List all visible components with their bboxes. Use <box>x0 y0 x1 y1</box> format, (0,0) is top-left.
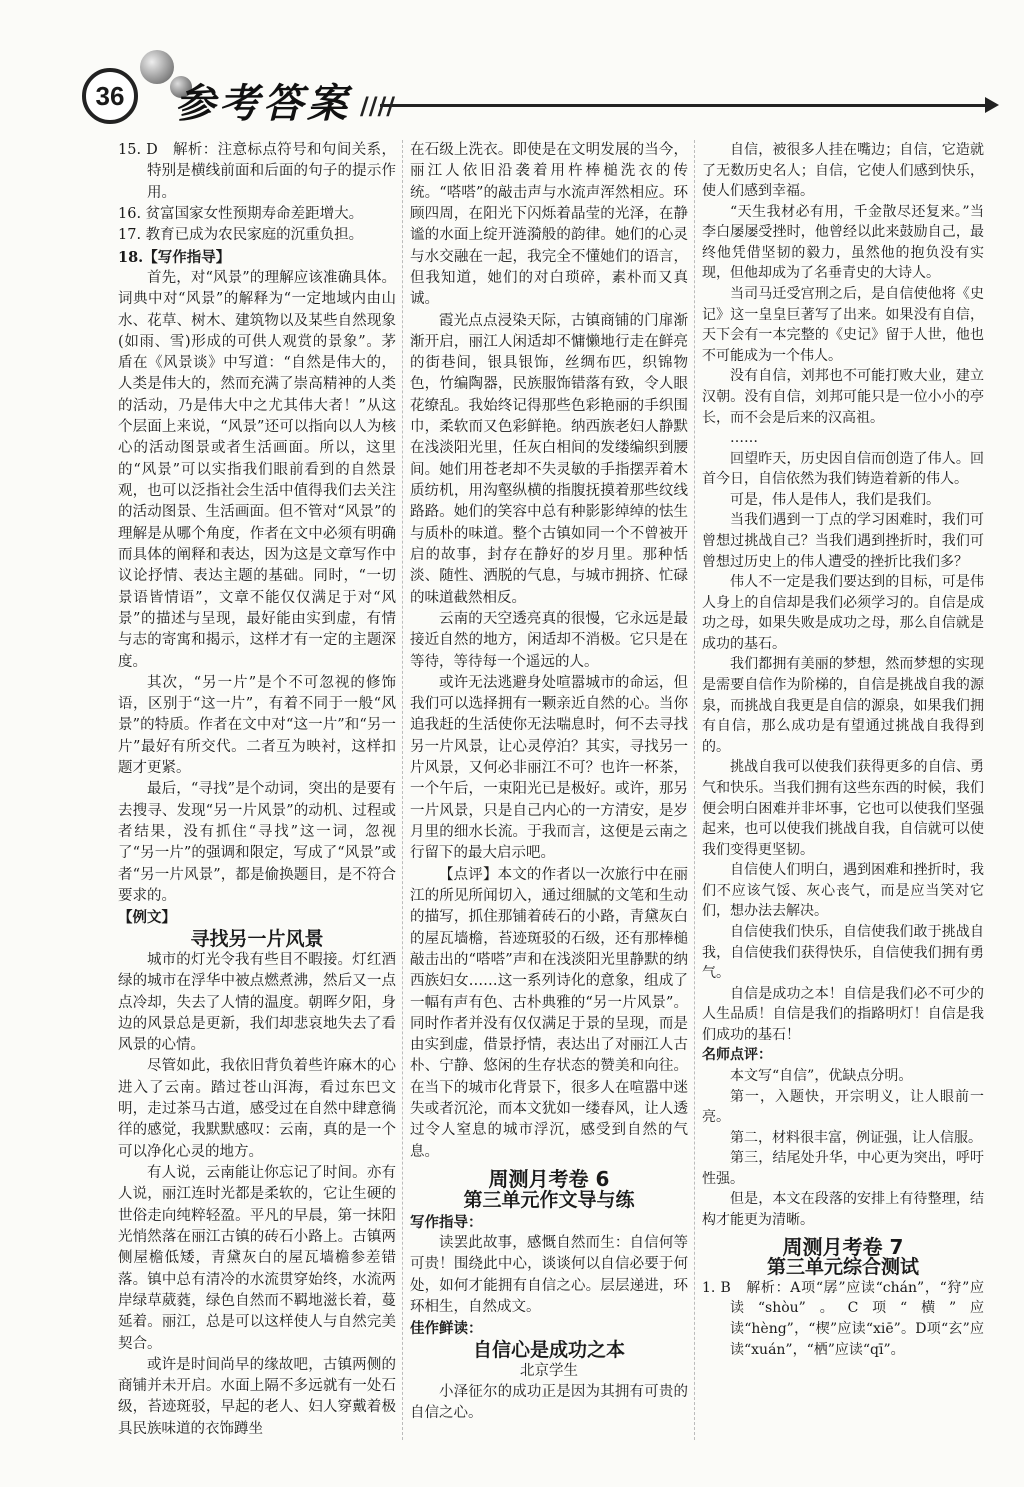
guide-text: 读罢此故事，感慨自然而生：自信何等可贵！围绕此中心，谈谈何以自信必要于何处，如何才能拥有自信之心。层层递进，环环相生，自然成文。 <box>410 1234 688 1315</box>
essay-paragraph: 可是，伟人是伟人，我们是我们。 <box>730 491 940 508</box>
essay-paragraph: 伟人不一定是我们要达到的目标，可是伟人身上的自信却是我们必须学习的。自信是成功之母，如果失败是成功之母，那么自信就是成功的基石。 <box>702 574 984 652</box>
essay-paragraph: 小泽征尔的成功正是因为其拥有可贵的自信之心。 <box>410 1384 688 1422</box>
answer-17: 17. 教育已成为农民家庭的沉重负担。 <box>118 227 364 244</box>
page-header <box>60 40 1000 130</box>
unit-heading-6: 第三单元作文导与练 <box>463 1189 635 1212</box>
column-left <box>118 140 396 1440</box>
essay-paragraph: 或许无法逃避身处喧嚣城市的命运，但我们可以选择拥有一颗亲近自然的心。当你追我赶的生活使你无法喘息时，何不去寻找另一片风景，让心灵停泊？其实，寻找另一片风景，又何必非丽江不可？也许一杯茶，一个午后，一束阳光已是极好。或许，那另一片风景，只是自己内心的一方清安，是岁月里的细水长流。于我而言，这便是云南之行留下的最大启示吧。 <box>410 674 688 862</box>
slash-decoration: //// <box>360 92 396 120</box>
column-right <box>702 140 984 1360</box>
teacher-comment: 第一，入题快，开宗明义，让人眼前一亮。 <box>702 1088 984 1126</box>
column-divider <box>402 140 403 1440</box>
essay-paragraph: “天生我材必有用，千金散尽还复来。”当李白屡屡受挫时，他曾经以此来鼓励自己，最终他凭借坚韧的毅力，虽然他的抱负没有实现，但他却成为了名垂青史的大诗人。 <box>702 203 984 282</box>
essay-paragraph: 自信使人们明白，遇到困难和挫折时，我们不应该气馁、灰心丧气，而是应当笑对它们，想办法去解决。 <box>702 862 984 920</box>
arrow-icon <box>985 97 999 113</box>
essay-paragraph: 城市的灯光令我有些目不暇接。灯红酒绿的城市在浮华中被点燃煮沸，然后又一点点冷却，失去了人情的温度。朝晖夕阳，身边的风景总是更新，我们却悲哀地失去了看风景的心情。 <box>118 951 396 1054</box>
column-divider <box>694 140 695 1440</box>
guide-paragraph: 最后，“寻找”是个动词，突出的是要有去搜寻、发现“另一片风景”的动机、过程或者结果，没有抓住“寻找”这一词，忽视了“另一片”的强调和限定，写成了“风景”或者“另一片风景”，都是偷换题目，是不符合要求的。 <box>118 781 396 904</box>
essay-paragraph: 自信是成功之本！自信是我们必不可少的人生品质！自信是我们的指路明灯！自信是我们成功的基石！ <box>702 985 984 1043</box>
essay-paragraph: 霞光点点浸染天际，古镇商铺的门扉渐渐开启，丽江人闲适却不慵懒地行走在鲜亮的街巷间，银具银饰，丝绸布匹，织锦物色，竹编陶器，民族服饰错落有致，令人眼花缭乱。我始终记得那些色彩艳丽的手织围巾，柔软而又色彩鲜艳。纳西族老妇人静默在浅淡阳光里，任灰白相间的发缕编织到腰间。她们用苍老却不失灵敏的手指摆弄着木质纺机，用沟壑纵横的指腹抚摸着那些纹线路路。她们的笑容中总有种影影绰绰的怯生与质朴的味道。整个古镇如同一个不曾被开启的故事，封存在静好的岁月里。那种恬淡、随性、洒脱的气息，与城市拥挤、忙碌的味道截然相反。 <box>410 312 688 606</box>
essay-title: 寻找另一片风景 <box>190 927 324 950</box>
essay-paragraph: 有人说，云南能让你忘记了时间。亦有人说，丽江连时光都是柔软的，它让生硬的世俗走向纯粹轻盈。平凡的早晨，第一抹阳光悄然落在丽江古镇的砖石小路上。古镇两侧屋檐低矮，青黛灰白的屋瓦墙檐参差错落。镇中总有清冷的水流贯穿始终，水流两岸绿草葳蕤，绿色自然而不羁地滋长着，蔓延着。丽江，总是可以这样使人与自然完美契合。 <box>118 1165 396 1352</box>
answer-1: 1. B 解析：A项“孱”应读“chán”，“狩”应读“shòu”。C项“横”应读“hèng”，“楔”应读“xiē”。D项“玄”应读“xuán”，“栖”应读“qī”。 <box>702 1279 984 1358</box>
test-heading-6: 周测月考卷 6 <box>488 1167 610 1191</box>
test-heading-7: 周测月考卷 7 <box>782 1234 904 1259</box>
essay-paragraph: 或许是时间尚早的缘故吧，古镇两侧的商铺并未开启。水面上隔不多远就有一处石级，苔迹斑驳，早起的老人、妇人穿戴着极具民族味道的衣饰蹲坐 <box>118 1356 396 1437</box>
essay-paragraph: 自信使我们快乐，自信使我们敢于挑战自我，自信使我们获得快乐，自信使我们拥有勇气。 <box>702 923 984 982</box>
essay-paragraph: …… <box>730 430 758 447</box>
guide-paragraph: 首先，对“风景”的理解应该准确具体。词典中对“风景”的解释为“一定地域内由山水、花草、树木、建筑物以及某些自然现象(如雨、雪)形成的可供人观赏的景象”。茅盾在《风景谈》中写道：“自然是伟大的，人类是伟大的，然而充满了崇高精神的人类的活动，乃是伟大中之尤其伟大者！”从这个层面上来说，“风景”还可以指向以人为核心的活动图景或者生活画面。所以，这里的“风景”可以实指我们眼前看到的自然景观，也可以泛指社会生活中值得我们去关注的活动图景、生活画面。但不管对“风景”的理解是从哪个角度，作者在文中必须有明确而具体的阐释和表达，因为这是文章写作中议论抒情、表达主题的基础。同时，“一切景语皆情语”，文章不能仅仅满足于对“风景”的描述与呈现，最好能由实到虚，有情与志的寄寓和揭示，这样才有一定的主题深度。 <box>118 269 396 670</box>
essay-author: 北京学生 <box>520 1362 578 1379</box>
teacher-comment: 本文写“自信”，优缺点分明。 <box>730 1068 913 1085</box>
essay-paragraph: 回望昨天，历史因自信而创造了伟人。回首今日，自信依然为我们铸造着新的伟人。 <box>702 450 984 488</box>
essay-paragraph: 云南的天空透亮真的很慢，它永远是最接近自然的地方，闲适却不消极。它只是在等待，等待每一个遥远的人。 <box>410 610 688 670</box>
excerpt-label: 佳作鲜读： <box>410 1320 483 1338</box>
column-middle <box>410 140 688 1425</box>
comment-paragraph: 【点评】本文的作者以一次旅行中在丽江的所见所闻切入，通过细腻的文笔和生动的描写，抓住那铺着砖石的小路，青黛灰白的屋瓦墙檐，苔迹斑驳的石级，还有那棒槌敲击出的“嗒嗒”声和在浅淡阳光里静默的纳西族妇女……这一系列诗化的意象，组成了一幅有声有色、古朴典雅的“另一片风景”。同时作者并没有仅仅满足于景的呈现，而是由实到虚，借景抒情，表达出了对丽江人古朴、宁静、悠闲的生存状态的赞美和向往。在当下的城市化背景下，很多人在喧嚣中迷失或者沉沦，而本文犹如一缕春风，让人透过令人窒息的城市浮沉，感受到自然的气息。 <box>410 866 688 1160</box>
essay-paragraph: 当司马迁受宫刑之后，是自信使他将《史记》这一皇皇巨著写了出来。如果没有自信，天下会有一本完整的《史记》留于人世，他也不可能成为一个伟人。 <box>702 286 984 364</box>
teacher-comment: 第三，结尾处升华，中心更为突出，呼吁性强。 <box>702 1150 984 1187</box>
teacher-comment: 第二，材料很丰富，例证强，让人信服。 <box>730 1129 982 1146</box>
essay-paragraph: 在石级上洗衣。即使是在文明发展的当今，丽江人依旧沿袭着用杵棒槌洗衣的传统。“嗒嗒”的敲击声与水流声浑然相应。环顾四周，在阳光下闪烁着晶莹的光泽，在静谧的水面上绽开涟漪般的韵律。她们的心灵与水交融在一起，我完全不懂她们的语言，但我知道，她们的对白琐碎，素朴而又真诚。 <box>410 142 688 308</box>
page-number: 36 <box>82 68 138 124</box>
essay-paragraph: 尽管如此，我依旧背负着些许麻木的心进入了云南。踏过苍山洱海，看过东巴文明，走过茶马古道，感受过在自然中肆意徜徉的感觉，我默默感叹：云南，真的是一个可以净化心灵的地方。 <box>118 1058 396 1160</box>
essay-paragraph: 挑战自我可以使我们获得更多的自信、勇气和快乐。当我们拥有这些东西的时候，我们便会明白困难并非坏事，它也可以使我们坚强起来，也可以使我们挑战自我，自信就可以使我们变得更坚韧。 <box>702 759 984 858</box>
teacher-comment-label: 名师点评： <box>702 1047 772 1064</box>
example-label: 【例文】 <box>118 909 176 927</box>
unit-heading-7: 第三单元综合测试 <box>766 1256 919 1279</box>
essay-paragraph: 我们都拥有美丽的梦想，然而梦想的实现是需要自信作为阶梯的，自信是挑战自我的源泉，而挑战自我更是自信的源泉，如果我们拥有自信，那么成功是有望通过挑战自我得到的。 <box>702 656 984 755</box>
page-title: 参考答案 <box>175 81 351 127</box>
essay-paragraph: 自信，被很多人挂在嘴边；自信，它造就了无数历史名人；自信，它使人们感到快乐，使人们感到幸福。 <box>702 142 984 200</box>
answer-15: 15. D 解析：注意标点符号和句间关系，特别是横线前面和后面的句子的提示作用。 <box>118 142 396 201</box>
essay-paragraph: 当我们遇到一丁点的学习困难时，我们可曾想过挑战自己？当我们遇到挫折时，我们可曾想过历史上的伟人遭受的挫折比我们多？ <box>702 512 984 570</box>
answer-18-heading: 18.【写作指导】 <box>118 248 231 266</box>
essay-paragraph: 没有自信，刘邦也不可能打败大业，建立汉朝。没有自信，刘邦可能只是一位小小的亭长，而不会是后来的汉高祖。 <box>702 368 984 426</box>
decorative-ball-icon <box>140 50 174 84</box>
header-rule <box>380 104 990 107</box>
answer-16: 16. 贫富国家女性预期寿命差距增大。 <box>118 205 364 222</box>
teacher-comment: 但是，本文在段落的安排上有待整理，结构才能更为清晰。 <box>702 1191 984 1229</box>
guide-label: 写作指导： <box>410 1213 483 1231</box>
guide-paragraph: 其次，“另一片”是个不可忽视的修饰语，区别于“这一片”，有着不同于一般“风景”的特质。作者在文中对“这一片”和“另一片”最好有所交代。二者互为映衬，这样扣题才更紧。 <box>118 674 396 777</box>
essay-title: 自信心是成功之本 <box>472 1338 625 1361</box>
